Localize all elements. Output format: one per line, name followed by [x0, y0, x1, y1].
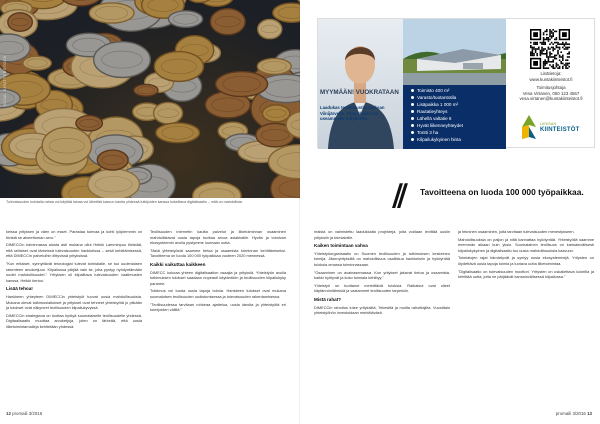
kiinteistot-logo — [520, 113, 592, 143]
ad-contact-info — [506, 71, 596, 102]
paragraph: Mahdollisuuksia on paljon ja niitä kannattaa hyödyntää. Yhteistyöllä saamme enemmän aikaan kuin yksin. Suomalainen teollisuus on kansainvälisesti kilpailukykyinen ja digitalisaatio tuo uusia mahdollisuuksia kasvuun. — [458, 236, 594, 253]
paragraph: Yhteistyöorganisaatio on Suomen teollisuuden ja tutkimuksen keskeinen toimija. Jäsenyrityksillä on mahdollisuus osallistua hankkeisiin ja hyödyntää tuloksia omassa toiminnassaan. — [314, 250, 450, 267]
logo-mark-icon — [520, 113, 538, 143]
logo-main-text: KIINTEISTÖT — [540, 127, 580, 133]
magazine-name: promaili — [12, 411, 28, 416]
real-estate-ad — [317, 18, 595, 148]
ad-contact-panel — [506, 19, 596, 149]
contact-label: Lisätietoja: — [540, 71, 562, 76]
contact-phone: Vesa Virtanen, 050 123 4567 — [522, 90, 580, 96]
paragraph: maista on valmistettu laadukkaita projekteja, joita voidaan levittää uusiin yrityksiin ja toimialoille. — [314, 229, 450, 240]
ad-subtext: Laadukas teollisuustila Lieksan Viinijärvellä. Tilaa yhdelle tai useammalle yritykselle. — [320, 105, 385, 122]
paragraph: Teollisuuden internetin kautta palvelut ja liiketoiminnan osaaminen mahdollistavat uusia tapoja tuottaa arvoa asiakkaille. Hyvän ja toimivan ekosysteemin avulla pystymme luomaan uutta. — [150, 229, 286, 246]
right-column-1 — [314, 229, 450, 318]
paragraph: Toimialojen rajat hämärtyvät ja syntyy uusia ekosysteemejä. Yritysten on löydettävä uusia tapoja toimia ja luotava uutta liiketoimintaa. — [458, 255, 594, 266]
bullet-icon — [411, 96, 414, 99]
right-column-2 — [458, 229, 594, 318]
paragraph: "Kun erilaiset, synnyttävät teknologiat tulevat toimialalle, se tuo uudenlaisen rakenteen arvoketjuun. Kilpailussa pärjää vain se, joka pystyy hyödyntämään uudet mahdollisuudet." Yrityksen oli kilpailtava tulevaisuuden vaatimusten kanssa, Heikki kertoo. — [6, 260, 142, 283]
right-article-columns — [314, 229, 594, 318]
contact-website[interactable]: www.kuntakiinteistot.fi — [529, 76, 573, 82]
logo-wordmark — [540, 122, 580, 133]
paragraph: DIMECCin rahoitus tulee yrityksiltä, Tekesiltä ja muilta rahoittajilta. Vuosittain yhteistyöhön investoidaan merkittävästi. — [314, 304, 450, 316]
list-item-text: Rautatieyhteys — [417, 109, 448, 114]
left-article-columns — [6, 229, 286, 332]
list-item — [411, 108, 507, 115]
list-item-text: Lähellä valtatie 6 — [417, 116, 452, 121]
coins-illustration — [0, 0, 300, 198]
list-item — [411, 129, 507, 136]
paragraph: "Osaaminen on avainasemassa. Kun yritykset jakavat tietoa ja osaamista, kaikki hyötyvät ja koko toimiala kehittyy." — [314, 269, 450, 281]
paragraph: "Digitalisaatio on tulevaisuuden moottori. Yritysten on uskallettava kokeilla ja kehittää uutta, jotta ne pärjäävät kansainvälisessä kilpailussa." — [458, 268, 594, 280]
paragraph: DIMECCin toiminnassa alusta asti mukana ollut Heikki Lamminpuu tiivistää, että sellaiset ovat tärkeissä tulevaisuuden hankkeissa – sekä kehittämisessä, että DIMECCin palveluihin liittyvissä yrityksissä. — [6, 242, 142, 259]
bullet-icon — [411, 124, 414, 127]
list-item — [411, 115, 507, 122]
list-item-text: Toimisto 400 m² — [417, 88, 450, 93]
ad-portrait — [318, 19, 403, 149]
bullet-icon — [411, 138, 414, 141]
photo-caption: Tulevaisuuden kohdalla rahaa voi käyttää lainaa voi lähettää kasvun kautta yhdessä tutkijoiden kanssa kokeiltava digitalisaatio – mitä on mahdollista. — [6, 200, 243, 204]
paragraph: "Teollisuudessa tarvitaan rohkeaa ajattelua, uusia ideoita ja yhteistyötä eri toimijoiden välillä." — [150, 301, 286, 313]
list-item-text: Lisäpaikka 1 000 m² — [417, 102, 459, 107]
list-item — [411, 136, 507, 143]
ad-feature-panel — [403, 19, 506, 149]
contact-role: Toimitusjohtaja — [536, 85, 566, 91]
photo-credit: KUVA: SHUTTERSTOCK — [2, 55, 7, 106]
page-number: 13 — [587, 411, 592, 416]
factory-illustration — [403, 19, 506, 85]
list-item-text: Hyvät liikenneyhteydet — [417, 123, 463, 128]
coins-photo — [0, 0, 300, 198]
right-folio — [556, 411, 592, 416]
paragraph: keissa yrityksen ja väen on esset. Parastaa tulevaa ja kohti lyöpiemmin on tiivistä se aineettoman arvo." — [6, 229, 142, 240]
magazine-name: promaili — [555, 411, 572, 416]
subheading: Kaiken toimintaan vahva — [314, 243, 368, 249]
paragraph: Tutkimus voi tuoda uusia tapoja toimia. Hankkeen tulokset ovat mukana suomalaisen teollisuuden uudistumisessa ja tulevaisuuden rakentamisessa. — [150, 288, 286, 299]
list-item-text: Kilpailukykyinen hinta — [417, 137, 461, 142]
list-item-text: Varasto/tuotantotila — [417, 95, 457, 100]
paragraph: DIMECCin strategiana on tuottaa hyötyä suomalaiselle teollisuudelle yhdessä. Digitaalisaatio muuttaa arvoketjuja, joten on tärkeää, että uusia liiketoimintamalleja kehitetään yhdessä. — [6, 312, 142, 329]
list-item — [411, 87, 507, 94]
factory-photo — [403, 19, 506, 85]
left-column-1 — [6, 229, 142, 332]
list-item — [411, 101, 507, 108]
subheading: Kaikki vaikuttaa kaikkeen — [150, 261, 206, 267]
paragraph: DIMECC kokoaa yhteen digitalisaation osaajia ja yrityksiä. Yhteistyön avulla tutkimuksen tulokset saadaan nopeasti käytäntöön ja teollisuuden kilpailukyky paranee. — [150, 269, 286, 286]
list-item — [411, 94, 507, 101]
list-item-text: Tontti 3 ha — [417, 130, 439, 135]
pull-quote-text: Tavoitteena on luoda 100 000 työpaikkaa. — [420, 187, 584, 197]
subheading: Lisää tehoa! — [6, 286, 33, 292]
ad-headline: MYYMÄÄN! VUOKRATAAN — [320, 89, 399, 96]
man-portrait-illustration — [318, 19, 403, 149]
bullet-icon — [411, 110, 414, 113]
quote-mark-icon: // — [392, 178, 402, 213]
issue-number: 3/2016 — [28, 411, 43, 416]
page-number: 12 — [6, 411, 11, 416]
paragraph: ja tekninen osaaminen, joita tarvitaan tulevaisuuden menestykseen. — [458, 229, 575, 234]
subheading: Mistä rahat? — [314, 296, 342, 302]
logo-top-text: LIEKSAN — [540, 122, 557, 126]
qr-code-icon[interactable] — [530, 29, 570, 69]
paragraph: Yhteistyö on tuottanut merkittäviä tuloksia. Ratkaisut ovat olleet käytännönläheisiä ja vastanneet teollisuuden tarpeisiin. — [314, 282, 450, 294]
bullet-icon — [411, 117, 414, 120]
issue-number: 3/2016 — [572, 411, 586, 416]
list-item — [411, 122, 507, 129]
left-column-2 — [150, 229, 286, 332]
bullet-icon — [411, 131, 414, 134]
paragraph: Hankkeen yhteyteen DIMECCin yhteistyöt tuovat uusia mahdollisuuksia. Mukana olevat tutkimuslaitokset ja yritykset ovat tehneet yhteistyötä jo pitkään ja tulokset ovat näkyneet teollisuuden kilpailukyvyssä. — [6, 293, 142, 311]
left-folio — [6, 411, 42, 416]
bullet-icon — [411, 103, 414, 106]
contact-email[interactable]: vesa.virtanen@kuntakiinteistot.fi — [519, 96, 583, 102]
paragraph: Tästä yhteistyöstä saamme tietoa ja osaamista toiminnan kehittämiseksi. Tavoitteena on luoda 100 000 työpaikkaa vuoteen 2020 mennessä. — [150, 247, 286, 259]
bullet-icon — [411, 89, 414, 92]
right-page — [300, 0, 600, 424]
ad-feature-list — [411, 87, 507, 143]
